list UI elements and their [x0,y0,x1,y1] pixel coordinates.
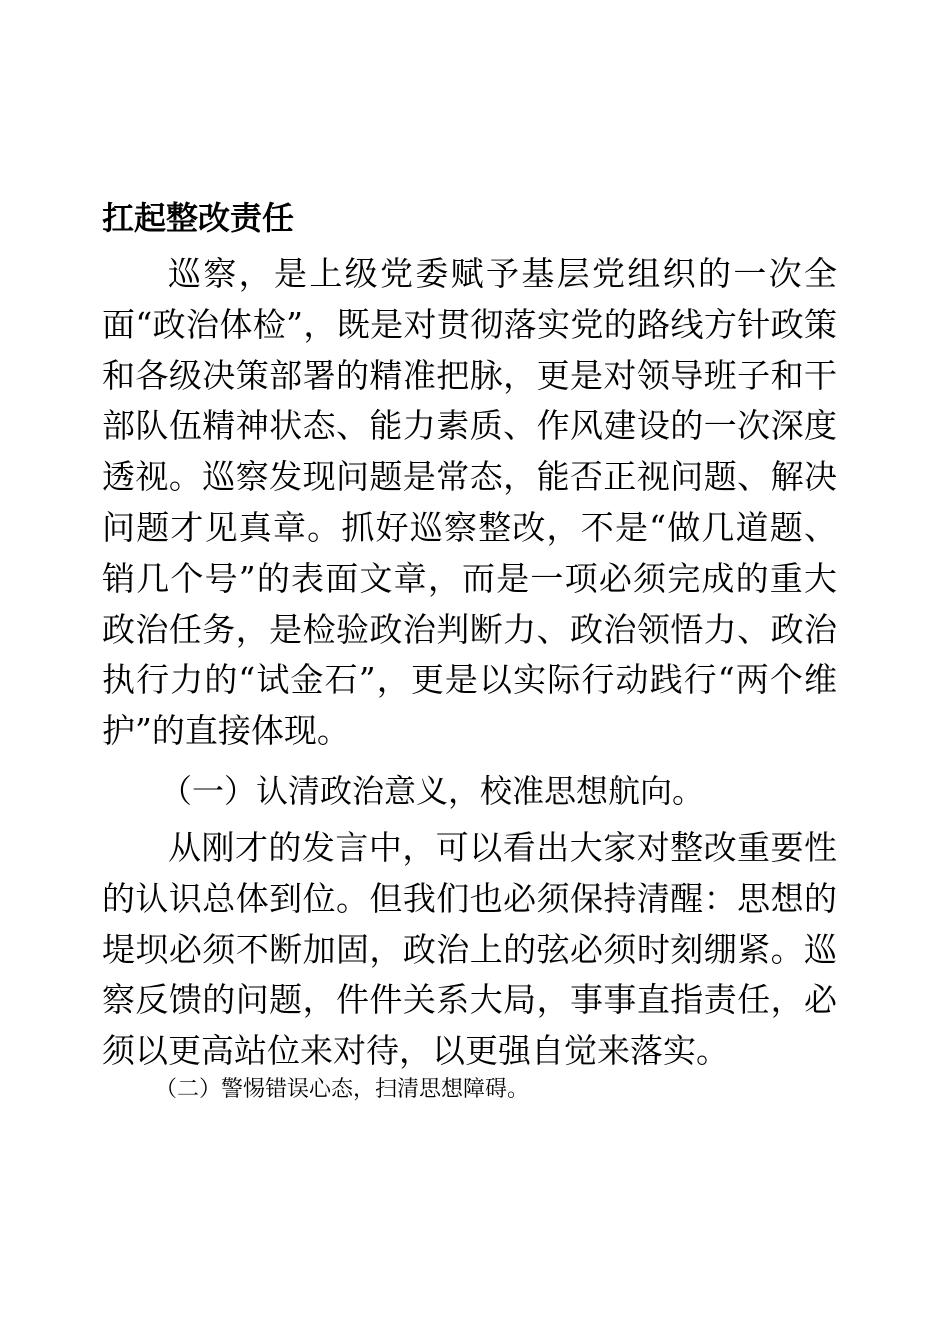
body-paragraph: 巡察，是上级党委赋予基层党组织的一次全面“政治体检”，既是对贯彻落实党的路线方针政策和各级决策部署的精准把脉，更是对领导班子和干部队伍精神状态、能力素质、作风建设的一次深度透视。巡察发现问题是常态，能否正视问题、解决问题才见真章。抓好巡察整改，不是“做几道题、销几个号”的表面文章，而是一项必须完成的重大政治任务，是检验政治判断力、政治领悟力、政治执行力的“试金石”，更是以实际行动践行“两个维护”的直接体现。 [102,254,837,751]
subheading-1: （一）认清政治意义，校准思想航向。 [160,772,705,810]
subheading-2: （二）警惕错误心态，扫清思想障碍。 [155,1077,530,1102]
section-heading: 扛起整改责任 [102,199,295,237]
body-paragraph: 从刚才的发言中，可以看出大家对整改重要性的认识总体到位。但我们也必须保持清醒：思想的堤坝必须不断加固，政治上的弦必须时刻绷紧。巡察反馈的问题，件件关系大局，事事直指责任，必须以更高站位来对待，以更强自觉来落实。 [102,828,837,1071]
